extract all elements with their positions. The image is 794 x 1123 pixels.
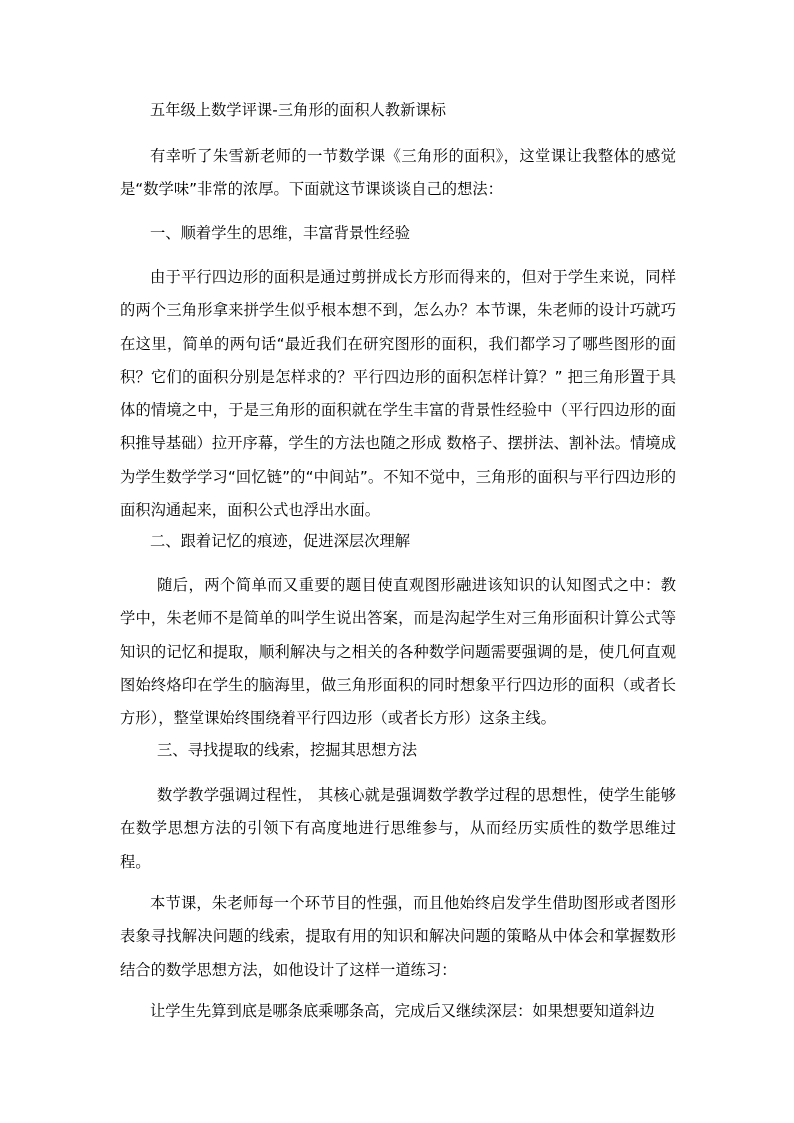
section-3-paragraph-3: 让学生先算到底是哪条底乘哪条高，完成后又继续深层：如果想要知道斜边: [150, 1002, 655, 1020]
section-3-paragraph-1: 数学教学强调过程性， 其核心就是强调数学教学过程的思想性，使学生能够在数学思想方法的引领下有高度地进行思维参与，从而经历实质性的数学思维过程。: [120, 786, 676, 871]
section-1-paragraph-1: 由于平行四边形的面积是通过剪拼成长方形而得来的，但对于学生来说，同样的两个三角形拿来拼学生似乎根本想不到，怎么办？本节课，朱老师的设计巧就巧在这里，简单的两句话“最近我们在研究图形的面积，我们都学习了哪些图形的面积？它们的面积分别是怎样求的？平行四边形的面积怎样计算？” 把三角形置于具体的情境之中，于是三角形的面积就在学生丰富的背景性经验中（平行四边形的面积推导基础）拉开序幕，学生的方法也随之形成 数格子、摆拼法、割补法。情境成为学生数学学习“回忆链”的“中间站”。不知不觉中，三角形的面积与平行四边形的面积沟通起来，面积公式也浮出水面。: [120, 268, 676, 520]
section-3-paragraph-2: 本节课，朱老师每一个环节目的性强，而且他始终启发学生借助图形或者图形表象寻找解决问题的线索，提取有用的知识和解决问题的策略从中体会和掌握数形结合的数学思想方法，如他设计了这样一道练习：: [120, 894, 676, 979]
intro-paragraph: 有幸听了朱雪新老师的一节数学课《三角形的面积》，这堂课让我整体的感觉是“数学味”非常的浓厚。下面就这节课谈谈自己的想法：: [120, 147, 676, 199]
section-2-heading: 二、跟着记忆的痕迹，促进深层次理解: [150, 532, 411, 550]
document-title: 五年级上数学评课-三角形的面积人教新课标: [150, 101, 447, 119]
section-2-paragraph-1: 随后，两个简单而又重要的题目使直观图形融进该知识的认知图式之中：教学中，朱老师不是简单的叫学生说出答案，而是沟起学生对三角形面积计算公式等知识的记忆和提取，顺利解决与之相关的各种数学问题需要强调的是，使几何直观图始终烙印在学生的脑海里，做三角形面积的同时想象平行四边形的面积（或者长方形），整堂课始终围绕着平行四边形（或者长方形）这条主线。: [120, 576, 676, 728]
section-3-heading: 三、寻找提取的线索，挖掘其思想方法: [157, 741, 418, 759]
section-1-heading: 一、顺着学生的思维，丰富背景性经验: [150, 224, 411, 242]
